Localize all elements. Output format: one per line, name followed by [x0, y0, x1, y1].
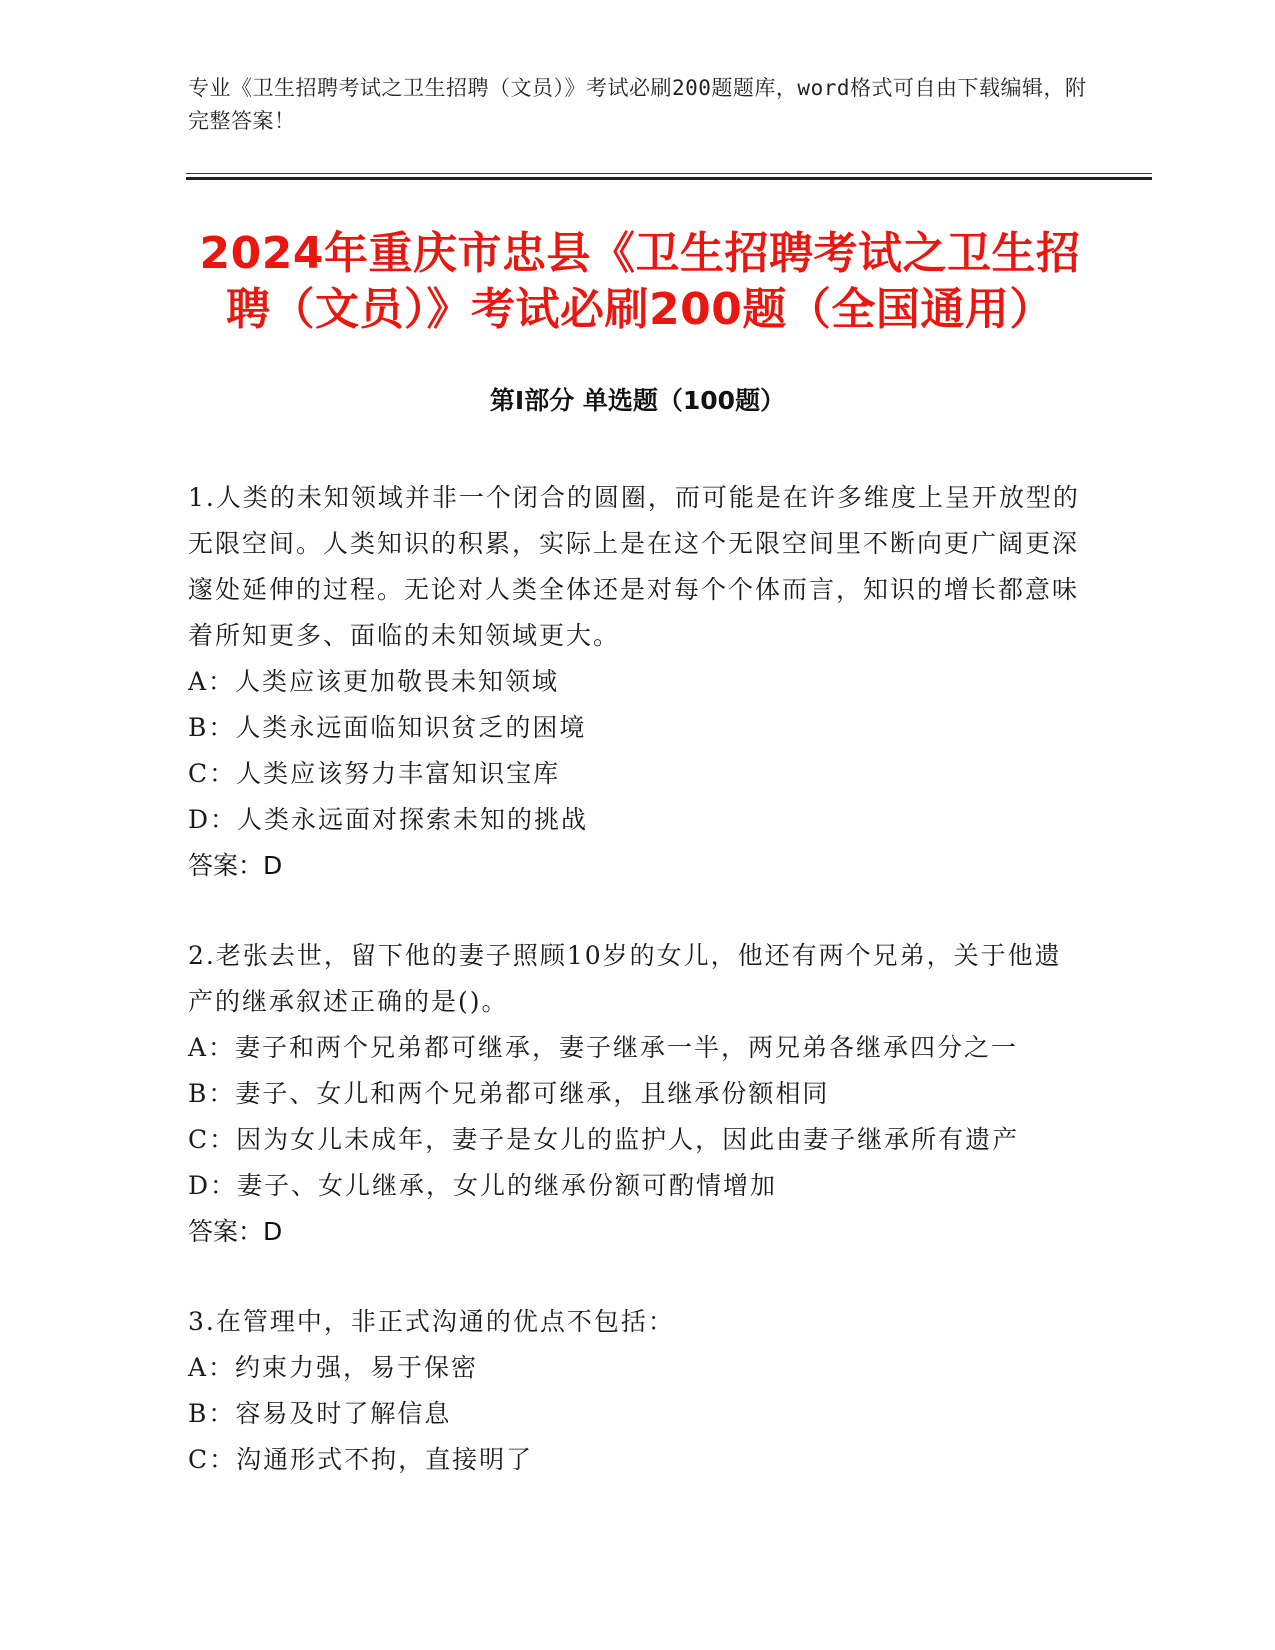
answer-line: 答案：D: [188, 851, 283, 880]
option-c: C：人类应该努力丰富知识宝库: [188, 759, 561, 788]
header-rule-thin: [186, 173, 1152, 174]
option-b: B：人类永远面临知识贫乏的困境: [188, 713, 587, 742]
option-d: D：妻子、女儿继承，女儿的继承份额可酌情增加: [188, 1171, 778, 1200]
option-b: B：容易及时了解信息: [188, 1399, 452, 1428]
document-title: 2024年重庆市忠县《卫生招聘考试之卫生招聘（文员）》考试必刷200题（全国通用）: [199, 228, 1081, 335]
option-c: C：因为女儿未成年，妻子是女儿的监护人，因此由妻子继承所有遗产: [188, 1125, 1020, 1154]
question-stem: 1.人类的未知领域并非一个闭合的圆圈，而可能是在许多维度上呈开放型的无限空间。人类知识的积累，实际上是在这个无限空间里不断向更广阔更深邃处延伸的过程。无论对人类全体还是对每个个体而言，知识的增长都意味着所知更多、面临的未知领域更大。: [188, 483, 1080, 650]
option-a: A：约束力强，易于保密: [188, 1353, 479, 1382]
option-a: A：人类应该更加敬畏未知领域: [188, 667, 560, 696]
question-stem: 3.在管理中，非正式沟通的优点不包括：: [188, 1307, 675, 1336]
header-rule-thick: [186, 177, 1152, 180]
option-c: C：沟通形式不拘，直接明了: [188, 1445, 534, 1474]
question-list: [188, 475, 1088, 1527]
question-2: [188, 933, 1088, 1255]
question-3: [188, 1299, 1088, 1483]
question-stem: 2.老张去世，留下他的妻子照顾10岁的女儿，他还有两个兄弟，关于他遗产的继承叙述正确的是()。: [188, 941, 1062, 1016]
option-d: D：人类永远面对探索未知的挑战: [188, 805, 589, 834]
option-a: A：妻子和两个兄弟都可继承，妻子继承一半，两兄弟各继承四分之一: [188, 1033, 1019, 1062]
header-note: 专业《卫生招聘考试之卫生招聘（文员）》考试必刷200题题库，word格式可自由下载编辑，附完整答案！: [188, 76, 1087, 133]
section-heading: 第I部分 单选题（100题）: [489, 386, 786, 415]
answer-line: 答案：D: [188, 1217, 283, 1246]
question-1: [188, 475, 1088, 889]
option-b: B：妻子、女儿和两个兄弟都可继承，且继承份额相同: [188, 1079, 830, 1108]
